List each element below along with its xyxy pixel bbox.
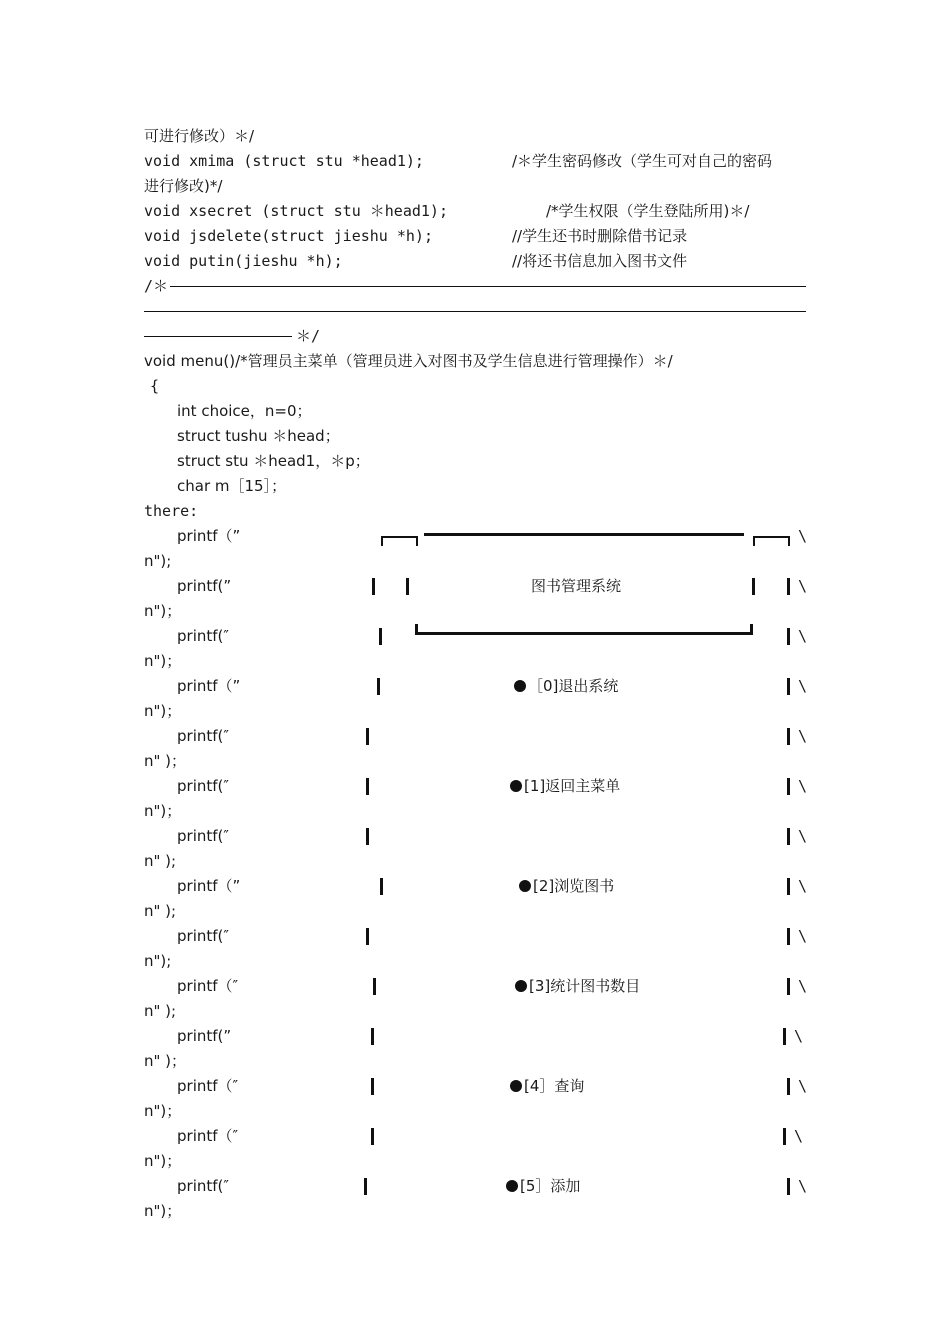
- code-comment-6: //将还书信息加入图书文件: [512, 252, 688, 270]
- box-edge-left: [379, 628, 382, 645]
- box-edge-left: [366, 728, 369, 745]
- printf-tail-8: n" );: [144, 902, 177, 920]
- menu-item-browse: [519, 874, 614, 899]
- printf-tail-6: n")；: [144, 802, 182, 820]
- box-edge-left: [373, 978, 376, 995]
- box-edge-right: [787, 678, 790, 695]
- box-edge-left: [366, 828, 369, 845]
- separator-line-3: [144, 336, 292, 337]
- line-continuation-7: \: [798, 827, 808, 845]
- box-edge-right: [787, 1078, 790, 1095]
- bullet-icon: [514, 680, 526, 692]
- bullet-icon: [510, 1080, 522, 1092]
- box-edge-left-outer: [372, 578, 375, 595]
- separator-end: ＊/: [296, 327, 321, 345]
- code-comment-5: //学生还书时删除借书记录: [512, 227, 688, 245]
- local-decl-2: struct tushu ＊head；: [177, 427, 340, 445]
- code-line-6: void putin(jieshu *h);: [144, 252, 343, 270]
- bullet-icon: [519, 880, 531, 892]
- menu-item-label: [1]返回主菜单: [524, 777, 621, 795]
- separator-start: /＊: [144, 277, 169, 295]
- printf-call-4: printf（”: [177, 677, 241, 695]
- line-continuation-9: \: [798, 927, 808, 945]
- printf-tail-5: n" )；: [144, 752, 187, 770]
- bullet-icon: [515, 980, 527, 992]
- line-continuation-12: \: [798, 1077, 808, 1095]
- printf-call-12: printf（″: [177, 1077, 239, 1095]
- printf-call-7: printf(″: [177, 827, 229, 845]
- frame-top-right: [753, 536, 790, 546]
- printf-tail-3: n")；: [144, 652, 182, 670]
- line-continuation-10: \: [798, 977, 808, 995]
- inner-bottom-right-tick: [750, 624, 753, 634]
- printf-tail-7: n" );: [144, 852, 177, 870]
- printf-call-14: printf(″: [177, 1177, 229, 1195]
- printf-call-3: printf(″: [177, 627, 229, 645]
- box-edge-left: [371, 1128, 374, 1145]
- menu-item-label: ［0]退出系统: [528, 677, 619, 695]
- bullet-icon: [510, 780, 522, 792]
- label-there: there:: [144, 502, 199, 520]
- printf-tail-1: n");: [144, 552, 172, 570]
- box-edge-right: [787, 1178, 790, 1195]
- local-decl-1: int choice，n=0；: [177, 402, 312, 420]
- menu-item-label: [3]统计图书数目: [529, 977, 641, 995]
- menu-declaration: void menu()/*管理员主菜单（管理员进入对图书及学生信息进行管理操作）＊/: [144, 352, 673, 370]
- separator-line-2: [144, 311, 806, 312]
- menu-item-label: [2]浏览图书: [533, 877, 615, 895]
- box-edge-left: [366, 778, 369, 795]
- menu-item-add: [506, 1174, 580, 1199]
- line-continuation-3: \: [798, 627, 808, 645]
- line-continuation-11: \: [794, 1027, 804, 1045]
- code-comment-2: /＊学生密码修改（学生可对自己的密码: [512, 152, 773, 170]
- box-edge-right: [787, 628, 790, 645]
- printf-call-5: printf(″: [177, 727, 229, 745]
- menu-item-search: [510, 1074, 584, 1099]
- box-edge-right: [787, 978, 790, 995]
- printf-tail-10: n" );: [144, 1002, 177, 1020]
- line-continuation-1: \: [798, 527, 808, 545]
- box-edge-right: [783, 1128, 786, 1145]
- printf-call-11: printf(”: [177, 1027, 232, 1045]
- printf-call-6: printf(″: [177, 777, 229, 795]
- box-edge-right: [787, 728, 790, 745]
- line-continuation-2: \: [798, 577, 808, 595]
- printf-tail-12: n")；: [144, 1102, 182, 1120]
- code-line-5: void jsdelete(struct jieshu *h);: [144, 227, 433, 245]
- menu-item-exit: [514, 674, 618, 699]
- line-continuation-6: \: [798, 777, 808, 795]
- menu-item-count: [515, 974, 640, 999]
- code-line-4: void xsecret (struct stu ＊head1);: [144, 202, 448, 220]
- line-continuation-4: \: [798, 677, 808, 695]
- menu-item-label: [4］查询: [524, 1077, 585, 1095]
- brace-open: {: [150, 377, 160, 395]
- separator-line-1: [170, 286, 806, 287]
- box-edge-left-inner: [406, 578, 409, 595]
- box-edge-left: [371, 1078, 374, 1095]
- box-edge-left: [366, 928, 369, 945]
- box-edge-left: [380, 878, 383, 895]
- printf-tail-2: n")；: [144, 602, 182, 620]
- code-comment-4: /*学生权限（学生登陆所用)＊/: [546, 202, 750, 220]
- code-line-1: 可进行修改）＊/: [144, 127, 255, 145]
- printf-tail-4: n")；: [144, 702, 182, 720]
- line-continuation-13: \: [794, 1127, 804, 1145]
- inner-bottom-bar: [415, 632, 753, 635]
- box-edge-right: [783, 1028, 786, 1045]
- printf-call-2: printf(”: [177, 577, 232, 595]
- bullet-icon: [506, 1180, 518, 1192]
- box-edge-left: [377, 678, 380, 695]
- menu-item-main-menu: [510, 774, 620, 799]
- box-title: 图书管理系统: [531, 577, 622, 595]
- printf-call-1: printf（”: [177, 527, 241, 545]
- code-line-3: 进行修改)*/: [144, 177, 223, 195]
- local-decl-3: struct stu ＊head1，＊p；: [177, 452, 370, 470]
- box-edge-right: [787, 778, 790, 795]
- printf-tail-9: n");: [144, 952, 172, 970]
- printf-tail-14: n")；: [144, 1202, 182, 1220]
- code-line-2: void xmima (struct stu *head1);: [144, 152, 424, 170]
- line-continuation-14: \: [798, 1177, 808, 1195]
- menu-item-label: [5］添加: [520, 1177, 581, 1195]
- printf-call-13: printf（″: [177, 1127, 239, 1145]
- printf-call-9: printf(″: [177, 927, 229, 945]
- printf-tail-13: n")；: [144, 1152, 182, 1170]
- frame-top-left: [381, 536, 418, 546]
- printf-call-10: printf（″: [177, 977, 239, 995]
- frame-top-bar: [424, 533, 744, 536]
- box-edge-left: [364, 1178, 367, 1195]
- printf-call-8: printf（”: [177, 877, 241, 895]
- line-continuation-5: \: [798, 727, 808, 745]
- box-edge-right-inner: [752, 578, 755, 595]
- box-edge-right: [787, 828, 790, 845]
- local-decl-4: char m［15］；: [177, 477, 287, 495]
- printf-tail-11: n" )；: [144, 1052, 187, 1070]
- line-continuation-8: \: [798, 877, 808, 895]
- box-edge-right: [787, 878, 790, 895]
- box-edge-right: [787, 928, 790, 945]
- box-edge-right-outer: [787, 578, 790, 595]
- box-edge-left: [371, 1028, 374, 1045]
